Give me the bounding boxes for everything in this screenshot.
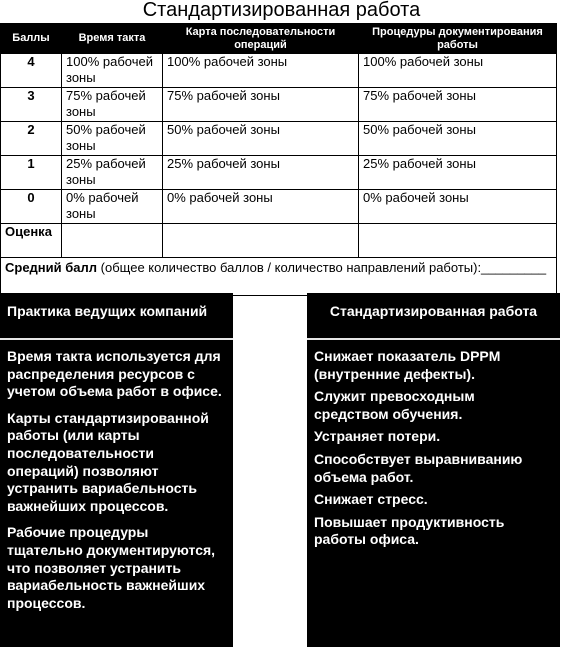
procedures-cell: 25% рабочей зоны [359, 156, 557, 190]
list-item: Снижает стресс. [314, 491, 428, 508]
list-item: Повышает продуктивность работы офиса. [314, 513, 505, 548]
procedures-cell: 75% рабочей зоны [359, 88, 557, 122]
average-label: Средний балл [5, 260, 98, 275]
score-cell: 4 [1, 54, 62, 88]
rating-row [1, 224, 557, 258]
rating-label: Оценка [1, 224, 62, 258]
list-item: Снижает показатель DPPM (внутренние дефекты). [314, 348, 501, 382]
best-practices-title: Практика ведущих компаний [7, 303, 208, 319]
rating-input-procedures[interactable] [359, 224, 557, 258]
list-item: Карты стандартизированной работы (или карты последовательности операций) позволяют устранить вариабельность важнейших процессов. [7, 409, 209, 514]
average-row [1, 258, 557, 296]
best-practices-list [0, 348, 233, 621]
sequence-cell: 100% рабочей зоны [163, 54, 359, 88]
takt-cell: 75% рабочей зоны [62, 88, 163, 122]
panel-divider [307, 338, 560, 340]
header-takt-time: Время такта [62, 24, 163, 54]
sequence-cell: 75% рабочей зоны [163, 88, 359, 122]
sequence-cell: 0% рабочей зоны [163, 190, 359, 224]
list-item: Служит превосходным средством обучения. [314, 388, 475, 422]
average-cell [1, 258, 557, 296]
score-cell: 2 [1, 122, 62, 156]
list-item: Способствует выравниванию объема работ. [314, 450, 523, 485]
scoring-table [0, 23, 557, 296]
procedures-cell: 100% рабочей зоны [359, 54, 557, 88]
sequence-cell: 50% рабочей зоны [163, 122, 359, 156]
procedures-cell: 50% рабочей зоны [359, 122, 557, 156]
score-cell: 3 [1, 88, 62, 122]
takt-cell: 25% рабочей зоны [62, 156, 163, 190]
header-sequence-map: Карта последовательности операций [163, 24, 359, 54]
list-item: Рабочие процедуры тщательно документируются, что позволяет устранить вариабельность важнейших процессов. [7, 524, 216, 611]
list-item: Время такта используется для распределения ресурсов с учетом объема работ в офисе. [7, 348, 222, 400]
table-row [1, 156, 557, 190]
average-text: (общее количество баллов / количество направлений работы):_________ [97, 260, 547, 275]
standard-work-list [307, 348, 560, 554]
page-title: Стандартизированная работа [142, 0, 421, 21]
standard-work-title: Стандартизированная работа [329, 303, 538, 319]
procedures-cell: 0% рабочей зоны [359, 190, 557, 224]
table-row [1, 122, 557, 156]
takt-cell: 50% рабочей зоны [62, 122, 163, 156]
takt-cell: 100% рабочей зоны [62, 54, 163, 88]
score-cell: 1 [1, 156, 62, 190]
best-practices-panel [0, 293, 233, 647]
table-header-row [1, 24, 557, 54]
score-cell: 0 [1, 190, 62, 224]
table-row [1, 54, 557, 88]
header-score: Баллы [1, 24, 62, 54]
table-row [1, 88, 557, 122]
list-item: Устраняет потери. [314, 428, 441, 445]
rating-input-sequence[interactable] [163, 224, 359, 258]
table-row [1, 190, 557, 224]
takt-cell: 0% рабочей зоны [62, 190, 163, 224]
standard-work-panel [307, 293, 560, 647]
header-procedures: Процедуры документирования работы [359, 24, 557, 54]
sequence-cell: 25% рабочей зоны [163, 156, 359, 190]
rating-input-takt[interactable] [62, 224, 163, 258]
panel-divider [0, 338, 233, 340]
